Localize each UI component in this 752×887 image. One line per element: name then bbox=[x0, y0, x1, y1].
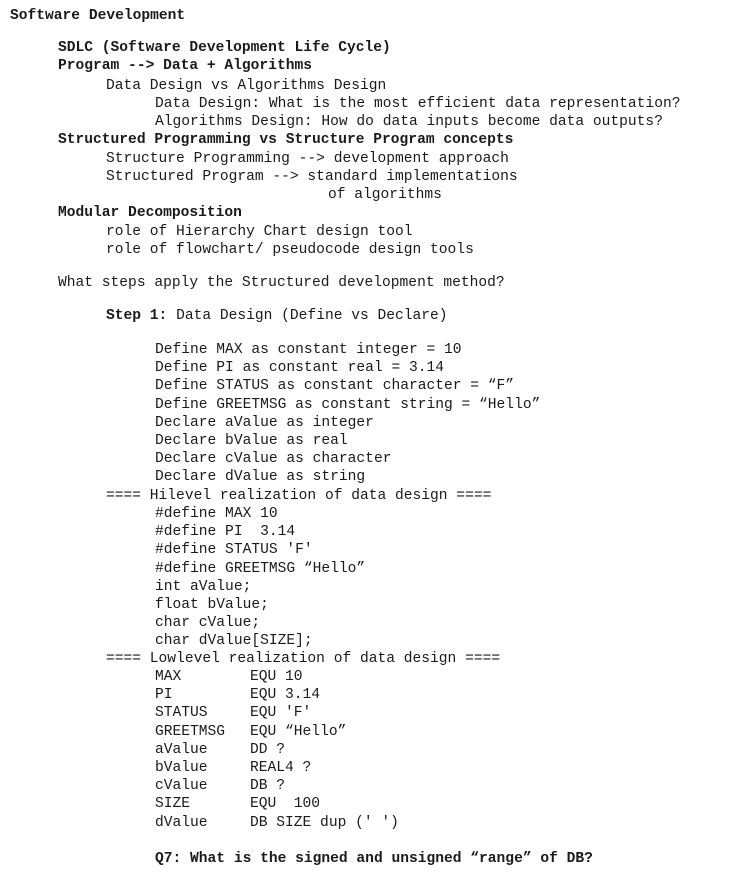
page-title: Software Development bbox=[10, 8, 186, 24]
algorithms-design-question: Algorithms Design: How do data inputs become data outputs? bbox=[155, 114, 663, 130]
lowlevel-symbol: cValue bbox=[155, 778, 208, 795]
define-declare-line: Define MAX as constant integer = 10 bbox=[155, 342, 462, 358]
define-declare-line: Declare bValue as real bbox=[155, 433, 348, 449]
lowlevel-symbol: dValue bbox=[155, 814, 208, 831]
data-design-question: Data Design: What is the most efficient data representation? bbox=[155, 96, 681, 112]
step1-line bbox=[106, 307, 448, 325]
define-declare-line: Declare aValue as integer bbox=[155, 414, 374, 431]
lowlevel-definition: EQU 3.14 bbox=[250, 687, 321, 704]
lowlevel-definition: EQU 10 bbox=[250, 669, 303, 685]
lowlevel-symbol: GREETMSG bbox=[155, 723, 226, 740]
hierarchy-chart-role: role of Hierarchy Chart design tool bbox=[106, 224, 413, 240]
lowlevel-definition: DB ? bbox=[250, 778, 286, 795]
lowlevel-symbol: SIZE bbox=[155, 796, 191, 813]
hilevel-code-line: #define GREETMSG “Hello” bbox=[155, 560, 366, 577]
hilevel-code-line: float bValue; bbox=[155, 597, 269, 613]
hilevel-code-line: #define STATUS 'F' bbox=[155, 542, 313, 559]
lowlevel-definition: EQU “Hello” bbox=[250, 723, 347, 740]
hilevel-code-line: char dValue[SIZE]; bbox=[155, 633, 313, 650]
sdlc-heading: SDLC (Software Development Life Cycle) bbox=[58, 40, 391, 56]
define-declare-line: Declare dValue as string bbox=[155, 469, 366, 486]
steps-question: What steps apply the Structured development method? bbox=[58, 275, 505, 291]
modular-decomposition-heading: Modular Decomposition bbox=[58, 205, 242, 221]
structured-program-line: Structured Program --> standard implementations bbox=[106, 169, 518, 185]
structure-programming-line: Structure Programming --> development approach bbox=[106, 151, 509, 167]
lowlevel-symbol: bValue bbox=[155, 760, 208, 776]
lowlevel-definition: EQU 100 bbox=[250, 796, 321, 813]
lowlevel-symbol: PI bbox=[155, 687, 173, 704]
lowlevel-definition: DB SIZE dup (' ') bbox=[250, 814, 399, 831]
step1-label: Step 1: bbox=[106, 308, 168, 324]
step1-text: Data Design (Define vs Declare) bbox=[176, 308, 448, 324]
define-declare-line: Define GREETMSG as constant string = “Hello” bbox=[155, 396, 541, 413]
hilevel-code-line: #define PI 3.14 bbox=[155, 524, 296, 541]
design-comparison: Data Design vs Algorithms Design bbox=[106, 78, 387, 94]
structured-program-continuation: of algorithms bbox=[328, 187, 442, 203]
lowlevel-definition: REAL4 ? bbox=[250, 760, 312, 776]
flowchart-role: role of flowchart/ pseudocode design tools bbox=[106, 242, 474, 258]
lowlevel-symbol: aValue bbox=[155, 741, 208, 758]
hilevel-code-line: char cValue; bbox=[155, 615, 261, 632]
structured-programming-heading: Structured Programming vs Structure Program concepts bbox=[58, 132, 514, 148]
question-q7: Q7: What is the signed and unsigned “range” of DB? bbox=[155, 851, 593, 867]
lowlevel-symbol: MAX bbox=[155, 669, 182, 685]
define-declare-line: Define STATUS as constant character = “F” bbox=[155, 378, 515, 395]
lowlevel-header: ==== Lowlevel realization of data design ==== bbox=[106, 651, 501, 667]
lowlevel-definition: DD ? bbox=[250, 741, 286, 758]
lowlevel-symbol: STATUS bbox=[155, 705, 208, 722]
program-heading: Program --> Data + Algorithms bbox=[58, 58, 312, 74]
hilevel-code-line: int aValue; bbox=[155, 578, 252, 595]
define-declare-line: Define PI as constant real = 3.14 bbox=[155, 360, 445, 377]
hilevel-header: ==== Hilevel realization of data design ==== bbox=[106, 488, 492, 504]
define-declare-line: Declare cValue as character bbox=[155, 451, 392, 468]
hilevel-code-line: #define MAX 10 bbox=[155, 506, 278, 522]
lowlevel-definition: EQU 'F' bbox=[250, 705, 312, 722]
